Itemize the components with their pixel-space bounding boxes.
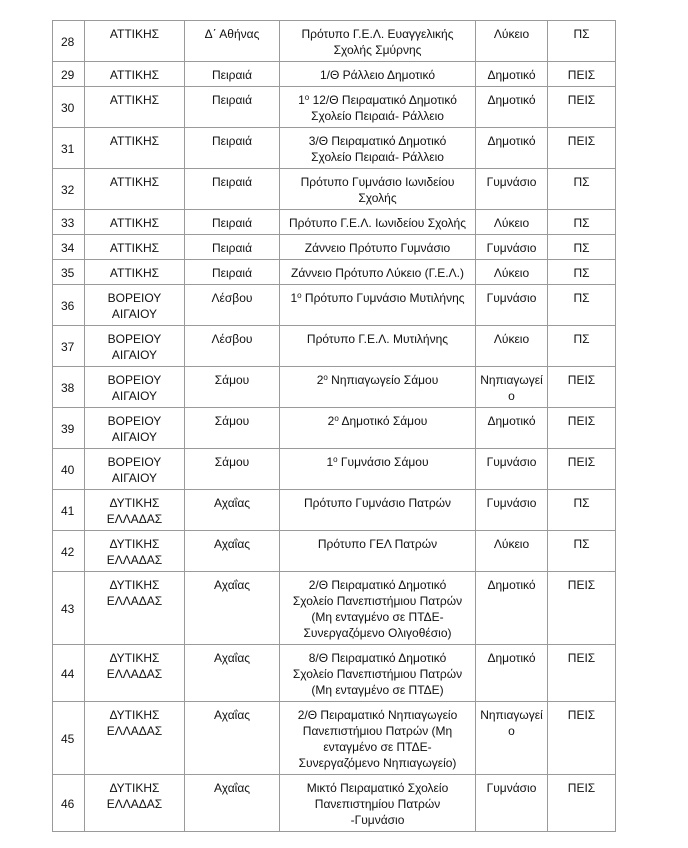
region-cell: ΔΥΤΙΚΗΣ ΕΛΛΑΔΑΣ	[85, 702, 185, 775]
level-cell: Λύκειο	[476, 21, 548, 62]
type-cell: ΠΣ	[548, 210, 616, 235]
region-cell: ΑΤΤΙΚΗΣ	[85, 210, 185, 235]
level-cell: Λύκειο	[476, 326, 548, 367]
row-number: 32	[53, 169, 85, 210]
table-row	[53, 235, 616, 260]
school-name-cell: 1/Θ Ράλλειο Δημοτικό	[280, 62, 476, 87]
row-number: 30	[53, 87, 85, 128]
region-cell: ΔΥΤΙΚΗΣ ΕΛΛΑΔΑΣ	[85, 645, 185, 702]
area-cell: Δ΄ Αθήνας	[185, 21, 280, 62]
ordinal-number: 2	[316, 373, 324, 387]
ordinal-suffix: ο	[297, 291, 302, 300]
row-number: 44	[53, 645, 85, 702]
table-row	[53, 367, 616, 408]
area-cell: Πειραιά	[185, 87, 280, 128]
row-number: 37	[53, 326, 85, 367]
type-cell: ΠΣ	[548, 531, 616, 572]
level-cell: Γυμνάσιο	[476, 169, 548, 210]
ordinal-number: 1	[290, 291, 298, 305]
school-name-cell: Πρότυπο Γ.Ε.Λ. Ευαγγελικής Σχολής Σμύρνης	[280, 21, 476, 62]
ordinal-suffix: ο	[333, 455, 338, 464]
school-name-cell: Μικτό Πειραματικό Σχολείο Πανεπιστημίου Πατρών -Γυμνάσιο	[280, 775, 476, 832]
type-cell: ΠΕΙΣ	[548, 645, 616, 702]
table-row	[53, 572, 616, 645]
ordinal-suffix: ο	[304, 93, 310, 102]
region-cell: ΑΤΤΙΚΗΣ	[85, 235, 185, 260]
school-name-cell	[280, 87, 476, 128]
region-cell: ΒΟΡΕΙΟΥ ΑΙΓΑΙΟΥ	[85, 367, 185, 408]
region-cell: ΒΟΡΕΙΟΥ ΑΙΓΑΙΟΥ	[85, 285, 185, 326]
type-cell: ΠΕΙΣ	[548, 367, 616, 408]
area-cell: Αχαΐας	[185, 490, 280, 531]
region-cell: ΑΤΤΙΚΗΣ	[85, 87, 185, 128]
table-row	[53, 702, 616, 775]
region-cell: ΔΥΤΙΚΗΣ ΕΛΛΑΔΑΣ	[85, 572, 185, 645]
row-number: 35	[53, 260, 85, 285]
ordinal-number: 1	[326, 455, 334, 469]
table-row	[53, 645, 616, 702]
level-cell: Δημοτικό	[476, 87, 548, 128]
school-name: Γυμνάσιο Σάμου	[337, 455, 429, 469]
school-name-cell: Ζάννειο Πρότυπο Γυμνάσιο	[280, 235, 476, 260]
school-name-cell: Πρότυπο Γ.Ε.Λ. Ιωνιδείου Σχολής	[280, 210, 476, 235]
school-name-cell: 2/Θ Πειραματικό Νηπιαγωγείο Πανεπιστήμιου Πατρών (Μη ενταγμένο σε ΠΤΔΕ- Συνεργαζόμενο Νηπιαγωγείο)	[280, 702, 476, 775]
table-row	[53, 210, 616, 235]
school-name-cell	[280, 408, 476, 449]
region-cell: ΑΤΤΙΚΗΣ	[85, 128, 185, 169]
region-cell: ΔΥΤΙΚΗΣ ΕΛΛΑΔΑΣ	[85, 775, 185, 832]
type-cell: ΠΣ	[548, 260, 616, 285]
table-row	[53, 260, 616, 285]
row-number: 31	[53, 128, 85, 169]
region-cell: ΔΥΤΙΚΗΣ ΕΛΛΑΔΑΣ	[85, 531, 185, 572]
row-number: 38	[53, 367, 85, 408]
region-cell: ΑΤΤΙΚΗΣ	[85, 260, 185, 285]
type-cell: ΠΣ	[548, 235, 616, 260]
area-cell: Σάμου	[185, 449, 280, 490]
area-cell: Πειραιά	[185, 128, 280, 169]
table-row	[53, 21, 616, 62]
table-row	[53, 169, 616, 210]
school-name-cell: Πρότυπο ΓΕΛ Πατρών	[280, 531, 476, 572]
level-cell: Νηπιαγωγεί ο	[476, 367, 548, 408]
type-cell: ΠΣ	[548, 326, 616, 367]
type-cell: ΠΣ	[548, 285, 616, 326]
ordinal-number: 2	[327, 414, 335, 428]
region-cell: ΒΟΡΕΙΟΥ ΑΙΓΑΙΟΥ	[85, 326, 185, 367]
level-cell: Δημοτικό	[476, 128, 548, 169]
type-cell: ΠΕΙΣ	[548, 775, 616, 832]
row-number: 33	[53, 210, 85, 235]
row-number: 46	[53, 775, 85, 832]
type-cell: ΠΣ	[548, 21, 616, 62]
row-number: 36	[53, 285, 85, 326]
level-cell: Λύκειο	[476, 260, 548, 285]
type-cell: ΠΣ	[548, 169, 616, 210]
row-number: 42	[53, 531, 85, 572]
type-cell: ΠΕΙΣ	[548, 449, 616, 490]
table-row	[53, 408, 616, 449]
school-name-cell: 8/Θ Πειραματικό Δημοτικό Σχολείο Πανεπιστήμιου Πατρών (Μη ενταγμένο σε ΠΤΔΕ)	[280, 645, 476, 702]
region-cell: ΒΟΡΕΙΟΥ ΑΙΓΑΙΟΥ	[85, 449, 185, 490]
area-cell: Πειραιά	[185, 169, 280, 210]
row-number: 40	[53, 449, 85, 490]
school-name: 12/Θ Πειραματικό Δημοτικό Σχολείο Πειραιά- Ράλλειο	[311, 93, 457, 123]
region-cell: ΔΥΤΙΚΗΣ ΕΛΛΑΔΑΣ	[85, 490, 185, 531]
level-cell: Δημοτικό	[476, 645, 548, 702]
area-cell: Πειραιά	[185, 260, 280, 285]
area-cell: Σάμου	[185, 367, 280, 408]
type-cell: ΠΕΙΣ	[548, 87, 616, 128]
area-cell: Αχαΐας	[185, 531, 280, 572]
table-row	[53, 128, 616, 169]
row-number: 29	[53, 62, 85, 87]
area-cell: Αχαΐας	[185, 775, 280, 832]
area-cell: Λέσβου	[185, 326, 280, 367]
school-name-cell: Πρότυπο Γυμνάσιο Πατρών	[280, 490, 476, 531]
type-cell: ΠΕΙΣ	[548, 572, 616, 645]
school-name-cell	[280, 449, 476, 490]
row-number: 39	[53, 408, 85, 449]
type-cell: ΠΕΙΣ	[548, 408, 616, 449]
table-row	[53, 285, 616, 326]
table-row	[53, 531, 616, 572]
row-number: 43	[53, 572, 85, 645]
ordinal-suffix: ο	[323, 373, 328, 382]
region-cell: ΑΤΤΙΚΗΣ	[85, 169, 185, 210]
school-name-cell: Πρότυπο Γ.Ε.Λ. Μυτιλήνης	[280, 326, 476, 367]
level-cell: Γυμνάσιο	[476, 490, 548, 531]
level-cell: Γυμνάσιο	[476, 449, 548, 490]
area-cell: Πειραιά	[185, 210, 280, 235]
area-cell: Αχαΐας	[185, 645, 280, 702]
table-row	[53, 87, 616, 128]
level-cell: Νηπιαγωγεί ο	[476, 702, 548, 775]
region-cell: ΑΤΤΙΚΗΣ	[85, 21, 185, 62]
school-name-cell	[280, 285, 476, 326]
school-name-cell	[280, 367, 476, 408]
school-name-cell: 2/Θ Πειραματικό Δημοτικό Σχολείο Πανεπιστήμιου Πατρών (Μη ενταγμένο σε ΠΤΔΕ- Συνεργαζόμενο Ολιγοθέσιο)	[280, 572, 476, 645]
table-row	[53, 449, 616, 490]
region-cell: ΑΤΤΙΚΗΣ	[85, 62, 185, 87]
row-number: 34	[53, 235, 85, 260]
type-cell: ΠΕΙΣ	[548, 702, 616, 775]
level-cell: Γυμνάσιο	[476, 285, 548, 326]
area-cell: Πειραιά	[185, 62, 280, 87]
school-name-cell: 3/Θ Πειραματικό Δημοτικό Σχολείο Πειραιά- Ράλλειο	[280, 128, 476, 169]
level-cell: Λύκειο	[476, 210, 548, 235]
type-cell: ΠΣ	[548, 490, 616, 531]
ordinal-number: 1	[298, 93, 305, 107]
row-number: 41	[53, 490, 85, 531]
school-name: Πρότυπο Γυμνάσιο Μυτιλήνης	[301, 291, 465, 305]
level-cell: Γυμνάσιο	[476, 775, 548, 832]
area-cell: Πειραιά	[185, 235, 280, 260]
area-cell: Σάμου	[185, 408, 280, 449]
schools-table	[52, 20, 616, 832]
table-body	[53, 21, 616, 832]
table-row	[53, 775, 616, 832]
row-number: 28	[53, 21, 85, 62]
school-name-cell: Πρότυπο Γυμνάσιο Ιωνιδείου Σχολής	[280, 169, 476, 210]
area-cell: Αχαΐας	[185, 702, 280, 775]
level-cell: Δημοτικό	[476, 408, 548, 449]
level-cell: Δημοτικό	[476, 572, 548, 645]
type-cell: ΠΕΙΣ	[548, 128, 616, 169]
school-name: Νηπιαγωγείο Σάμου	[327, 373, 439, 387]
school-name: Δημοτικό Σάμου	[338, 414, 428, 428]
level-cell: Δημοτικό	[476, 62, 548, 87]
type-cell: ΠΕΙΣ	[548, 62, 616, 87]
table-row	[53, 490, 616, 531]
level-cell: Λύκειο	[476, 531, 548, 572]
level-cell: Γυμνάσιο	[476, 235, 548, 260]
row-number: 45	[53, 702, 85, 775]
school-name-cell: Ζάννειο Πρότυπο Λύκειο (Γ.Ε.Λ.)	[280, 260, 476, 285]
ordinal-suffix: ο	[334, 414, 339, 423]
area-cell: Αχαΐας	[185, 572, 280, 645]
table-row	[53, 326, 616, 367]
region-cell: ΒΟΡΕΙΟΥ ΑΙΓΑΙΟΥ	[85, 408, 185, 449]
table-row	[53, 62, 616, 87]
area-cell: Λέσβου	[185, 285, 280, 326]
